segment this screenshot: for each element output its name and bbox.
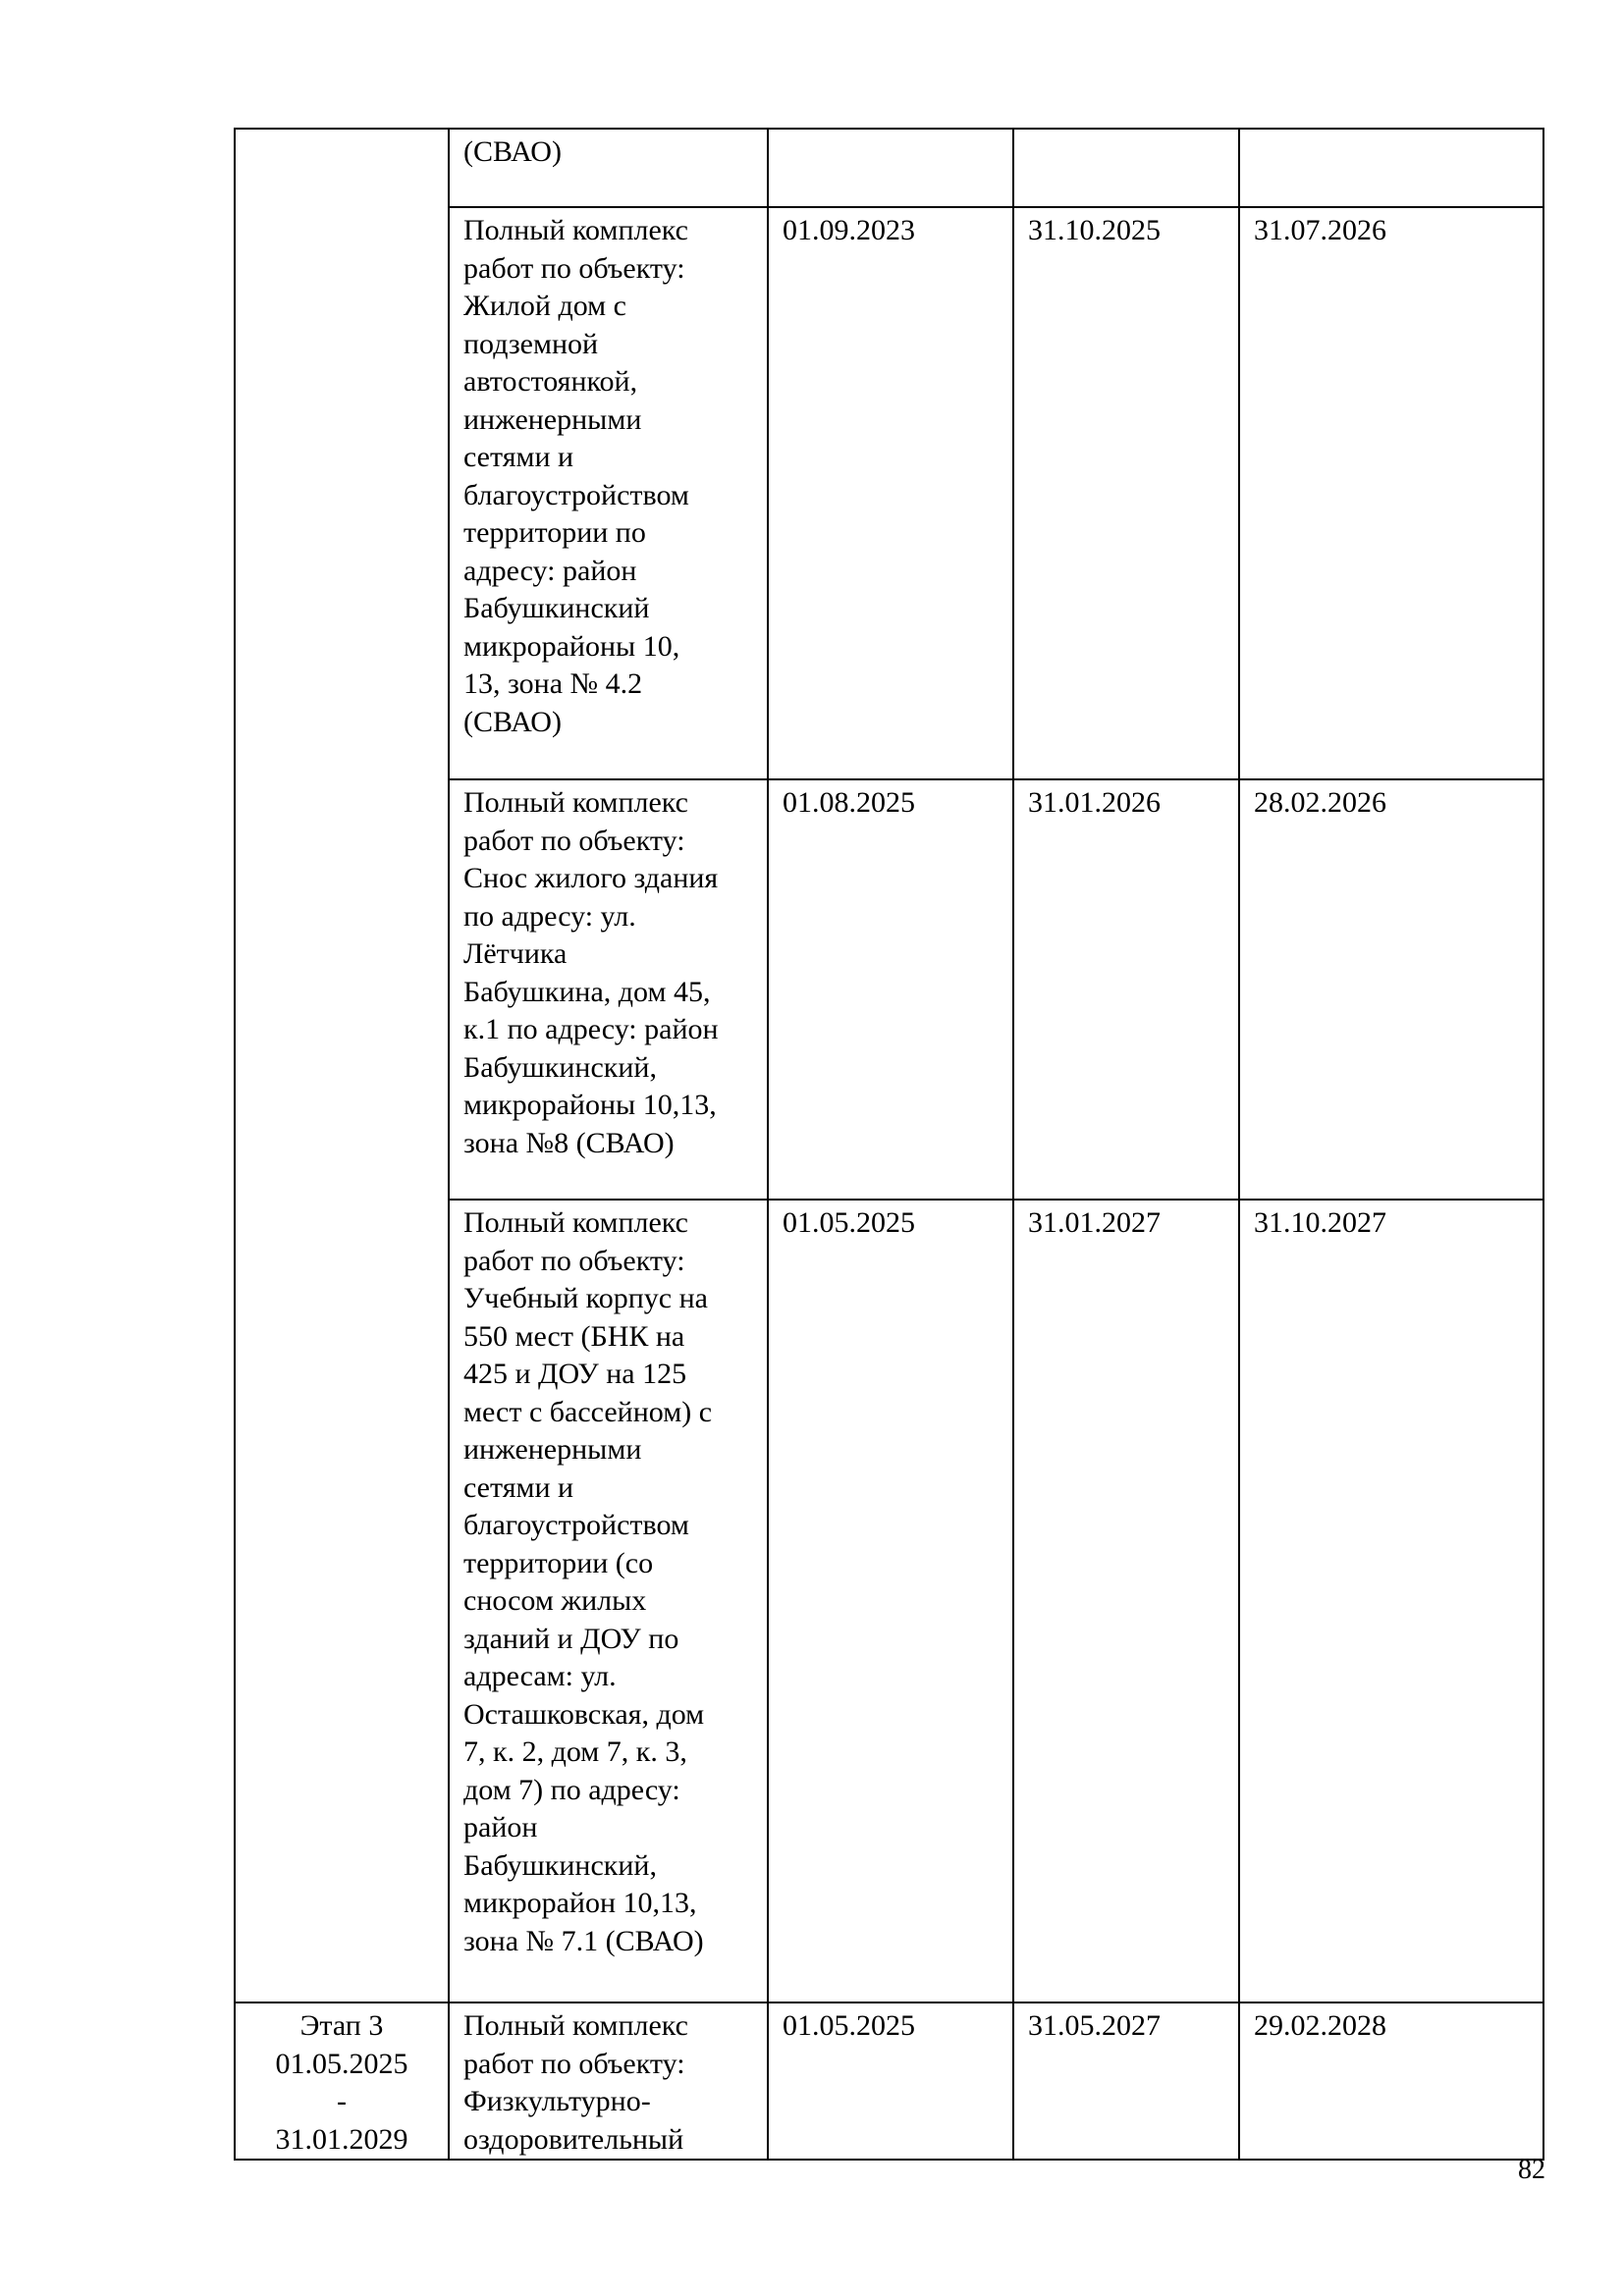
start-date-cell: 01.05.2025 [768,2002,1013,2160]
start-date-cell: 01.08.2025 [768,779,1013,1200]
page-number: 82 [1518,2155,1545,2185]
end-date-cell: 31.10.2027 [1239,1200,1543,2002]
stage-cell [235,129,449,2002]
work-description-cell: Полный комплекс работ по объекту: Снос жилого здания по адресу: ул. Лётчика Бабушкина, дом 45, к.1 по адресу: район Бабушкинский, микрорайоны 10,13, зона №8 (СВАО) [449,779,768,1200]
work-description-cell: Полный комплекс работ по объекту: Учебный корпус на 550 мест (БНК на 425 и ДОУ на 125 мест с бассейном) с инженерными сетями и благоустройством территории (со сносом жилых зданий и ДОУ по адресам: ул. Осташковская, дом 7, к. 2, дом 7, к. 3, дом 7) по адресу: район Бабушкинский, микрорайон 10,13, зона № 7.1 (СВАО) [449,1200,768,2002]
end-date-cell: 29.02.2028 [1239,2002,1543,2160]
work-description-cell: (СВАО) [449,129,768,207]
intermediate-date-cell: 31.10.2025 [1013,207,1239,779]
work-description-cell: Полный комплекс работ по объекту: Жилой дом с подземной автостоянкой, инженерными сетями и благоустройством территории по адресу: район Бабушкинский микрорайоны 10, 13, зона № 4.2 (СВАО) [449,207,768,779]
end-date-cell: 31.07.2026 [1239,207,1543,779]
schedule-table [234,128,1544,2161]
table-row [235,2002,1543,2160]
end-date-cell: 28.02.2026 [1239,779,1543,1200]
start-date-cell: 01.05.2025 [768,1200,1013,2002]
stage-cell: Этап 3 01.05.2025 - 31.01.2029 [235,2002,449,2160]
intermediate-date-cell: 31.05.2027 [1013,2002,1239,2160]
intermediate-date-cell: 31.01.2027 [1013,1200,1239,2002]
start-date-cell: 01.09.2023 [768,207,1013,779]
end-date-cell [1239,129,1543,207]
intermediate-date-cell: 31.01.2026 [1013,779,1239,1200]
table-row [235,129,1543,207]
intermediate-date-cell [1013,129,1239,207]
start-date-cell [768,129,1013,207]
work-description-cell: Полный комплекс работ по объекту: Физкультурно- оздоровительный [449,2002,768,2160]
